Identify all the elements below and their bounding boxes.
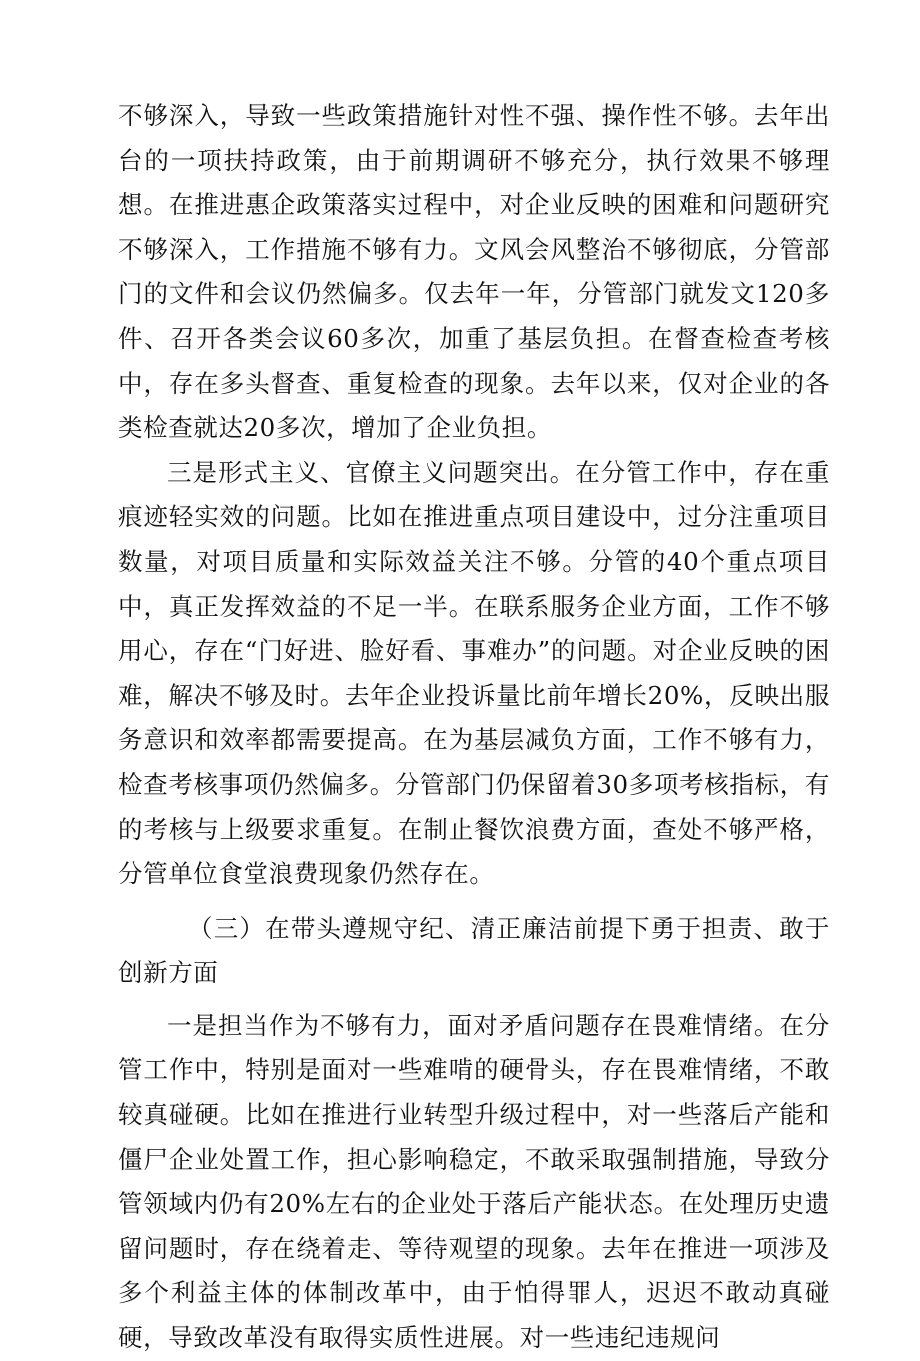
paragraph-formalism: 三是形式主义、官僚主义问题突出。在分管工作中，存在重痕迹轻实效的问题。比如在推进重点项目建设中，过分注重项目数量，对项目质量和实际效益关注不够。分管的40个重点项目中，真正发挥效益的不足一半。在联系服务企业方面，工作不够用心，存在“门好进、脸好看、事难办”的问题。对企业反映的困难，解决不够及时。去年企业投诉量比前年增长20%，反映出服务意识和效率都需要提高。在为基层减负方面，工作不够有力，检查考核事项仍然偏多。分管部门仍保留着30多项考核指标，有的考核与上级要求重复。在制止餐饮浪费方面，查处不够严格，分管单位食堂浪费现象仍然存在。 [118, 457, 830, 889]
document-body [118, 94, 830, 1361]
section-heading-3: （三）在带头遵规守纪、清正廉洁前提下勇于担责、敢于创新方面 [118, 913, 830, 988]
paragraph-continued: 不够深入，导致一些政策措施针对性不强、操作性不够。去年出台的一项扶持政策，由于前期调研不够充分，执行效果不够理想。在推进惠企政策落实过程中，对企业反映的困难和问题研究不够深入，工作措施不够有力。文风会风整治不够彻底，分管部门的文件和会议仍然偏多。仅去年一年，分管部门就发文120多件、召开各类会议60多次，加重了基层负担。在督查检查考核中，存在多头督查、重复检查的现象。去年以来，仅对企业的各类检查就达20多次，增加了企业负担。 [118, 101, 830, 443]
paragraph-responsibility: 一是担当作为不够有力，面对矛盾问题存在畏难情绪。在分管工作中，特别是面对一些难啃的硬骨头，存在畏难情绪，不敢较真碰硬。比如在推进行业转型升级过程中，对一些落后产能和僵尸企业处置工作，担心影响稳定，不敢采取强制措施，导致分管领域内仍有20%左右的企业处于落后产能状态。在处理历史遗留问题时，存在绕着走、等待观望的现象。去年在推进一项涉及多个利益主体的体制改革中，由于怕得罪人，迟迟不敢动真碰硬，导致改革没有取得实质性进展。对一些违纪违规问 [118, 1010, 830, 1353]
